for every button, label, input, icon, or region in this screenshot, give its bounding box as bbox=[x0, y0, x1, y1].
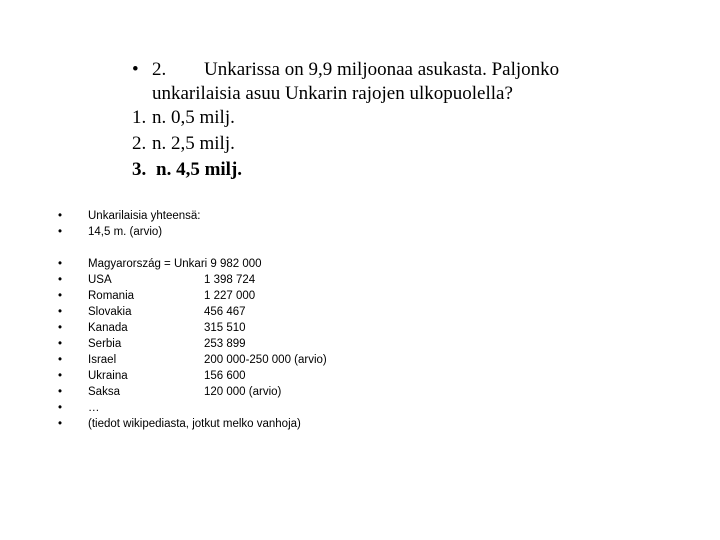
bullet: • bbox=[58, 306, 63, 318]
bullet: • bbox=[58, 354, 63, 366]
country-name: USA bbox=[88, 274, 112, 286]
country-name: Slovakia bbox=[88, 306, 132, 318]
summary-total: 14,5 m. (arvio) bbox=[88, 226, 163, 238]
bullet: • bbox=[58, 290, 63, 302]
country-name: Ukraina bbox=[88, 370, 128, 382]
country-name: Saksa bbox=[88, 386, 120, 398]
bullet: • bbox=[58, 402, 63, 414]
bullet: • bbox=[58, 386, 63, 398]
country-value: 456 467 bbox=[204, 306, 246, 318]
country-name: Israel bbox=[88, 354, 117, 366]
option-text: n. 2,5 milj. bbox=[152, 133, 235, 154]
option-text: n. 4,5 milj. bbox=[156, 159, 243, 180]
answer-option-2 bbox=[132, 132, 235, 156]
bullet: • bbox=[58, 226, 63, 238]
country-value: 156 600 bbox=[204, 370, 246, 382]
option-number: 3. bbox=[132, 159, 147, 180]
option-number: 2. bbox=[132, 133, 147, 154]
ellipsis: … bbox=[88, 402, 100, 414]
country-value: 120 000 (arvio) bbox=[204, 386, 282, 398]
country-value: 315 510 bbox=[204, 322, 246, 334]
question-bullet: • bbox=[132, 59, 139, 80]
country-value: 1 227 000 bbox=[204, 290, 256, 302]
option-number: 1. bbox=[132, 107, 147, 128]
country-value: 253 899 bbox=[204, 338, 246, 350]
country-name: Magyarország = Unkari 9 982 000 bbox=[88, 258, 262, 270]
country-name: Romania bbox=[88, 290, 135, 302]
question-text-line2: unkarilaisia asuu Unkarin rajojen ulkopuolella? bbox=[152, 83, 513, 104]
country-value: 200 000-250 000 (arvio) bbox=[204, 354, 327, 366]
summary-label: Unkarilaisia yhteensä: bbox=[88, 210, 201, 222]
answer-option-1 bbox=[132, 106, 235, 130]
bullet: • bbox=[58, 322, 63, 334]
bullet: • bbox=[58, 370, 63, 382]
country-name: Serbia bbox=[88, 338, 122, 350]
question-number: 2. bbox=[152, 59, 167, 80]
answer-option-3-correct bbox=[132, 158, 242, 182]
bullet: • bbox=[58, 274, 63, 286]
source-note: (tiedot wikipediasta, jotkut melko vanhoja) bbox=[88, 418, 301, 430]
country-value: 1 398 724 bbox=[204, 274, 256, 286]
country-name: Kanada bbox=[88, 322, 128, 334]
bullet: • bbox=[58, 210, 63, 222]
question-text-line1: Unkarissa on 9,9 miljoonaa asukasta. Paljonko bbox=[204, 59, 560, 80]
option-text: n. 0,5 milj. bbox=[152, 107, 235, 128]
bullet: • bbox=[58, 338, 63, 350]
bullet: • bbox=[58, 258, 63, 270]
bullet: • bbox=[58, 418, 63, 430]
